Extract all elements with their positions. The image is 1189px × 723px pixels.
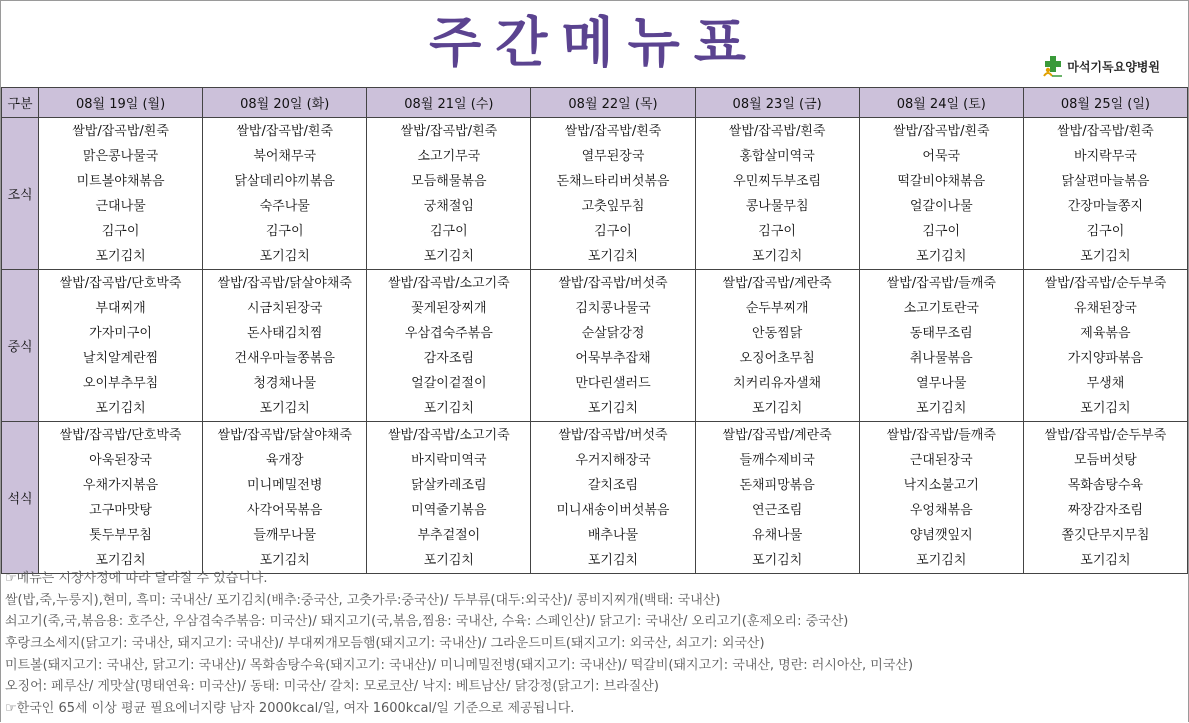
menu-item: 미니메밀전병 bbox=[247, 478, 323, 493]
menu-item: 부추겉절이 bbox=[417, 528, 481, 543]
menu-item: 쌀밥/잡곡밥/닭살야채죽 bbox=[217, 428, 352, 443]
menu-item: 쌀밥/잡곡밥/흰죽 bbox=[892, 124, 990, 139]
menu-item: 가자미구이 bbox=[89, 326, 152, 341]
menu-item: 쌀밥/잡곡밥/버섯죽 bbox=[558, 428, 668, 443]
day-header: 08월 22일 (목) bbox=[531, 88, 695, 118]
menu-item: 쌀밥/잡곡밥/소고기죽 bbox=[387, 276, 510, 291]
day-header: 08월 23일 (금) bbox=[695, 88, 859, 118]
menu-cell bbox=[39, 422, 203, 574]
menu-item: 바지락미역국 bbox=[411, 453, 487, 468]
menu-item: 유채된장국 bbox=[1074, 301, 1137, 316]
note-line: ☞메뉴는 시장사정에 따라 달라질 수 있습니다. bbox=[5, 571, 268, 586]
menu-item: 짜장감자조림 bbox=[1067, 503, 1144, 518]
menu-item: 날치알계란찜 bbox=[82, 351, 159, 366]
menu-item: 연근조림 bbox=[752, 503, 803, 518]
menu-item: 오징어초무침 bbox=[739, 351, 815, 366]
menu-item: 숙주나물 bbox=[259, 199, 310, 214]
menu-item: 김구이 bbox=[594, 224, 632, 239]
menu-cell bbox=[695, 118, 859, 270]
menu-cell bbox=[1023, 118, 1187, 270]
menu-item: 쌀밥/잡곡밥/순두부죽 bbox=[1044, 276, 1167, 291]
menu-item: 청경채나물 bbox=[253, 376, 317, 391]
note-line: 쌀(밥,죽,누룽지),현미, 흑미: 국내산/ 포기김치(배추:중국산, 고춧가루:중국산)/ 두부류(대두:외국산)/ 콩비지찌개(백태: 국내산) bbox=[5, 592, 721, 608]
menu-item: 포기김치 bbox=[752, 249, 803, 264]
day-header-row bbox=[2, 88, 1188, 118]
menu-cell bbox=[203, 270, 367, 422]
corner-label: 구분 bbox=[2, 88, 39, 118]
menu-item: 꽃게된장찌개 bbox=[411, 301, 487, 316]
menu-cell bbox=[39, 270, 203, 422]
menu-item: 만다린샐러드 bbox=[575, 376, 651, 391]
menu-item: 시금치된장국 bbox=[247, 301, 323, 316]
meal-label: 석식 bbox=[2, 422, 39, 574]
meal-row bbox=[2, 422, 1188, 574]
note-line: 오징어: 페루산/ 게맛살(명태연육: 미국산)/ 동태: 미국산/ 갈치: 모로코산/ 낙지: 베트남산/ 닭강정(닭고기: 브라질산) bbox=[5, 679, 659, 695]
menu-item: 닭살편마늘볶음 bbox=[1061, 174, 1150, 189]
menu-item: 쌀밥/잡곡밥/흰죽 bbox=[72, 124, 169, 139]
menu-item: 안동찜닭 bbox=[752, 326, 803, 341]
menu-cell bbox=[531, 118, 695, 270]
note-line: 후랑크소세지(닭고기: 국내산, 돼지고기: 국내산)/ 부대찌개모듬햄(돼지고기: 국내산)/ 그라운드미트(돼지고기: 외국산, 쇠고기: 외국산) bbox=[5, 636, 765, 652]
menu-item: 포기김치 bbox=[259, 249, 310, 264]
menu-item: 쌀밥/잡곡밥/들깨죽 bbox=[886, 276, 996, 291]
menu-item: 포기김치 bbox=[752, 553, 803, 568]
menu-item: 미역줄기볶음 bbox=[411, 503, 487, 518]
menu-cell bbox=[39, 118, 203, 270]
menu-item: 쌀밥/잡곡밥/계란죽 bbox=[722, 276, 832, 291]
menu-cell bbox=[1023, 270, 1187, 422]
menu-item: 쌀밥/잡곡밥/흰죽 bbox=[1057, 124, 1154, 139]
menu-item: 포기김치 bbox=[1080, 249, 1131, 264]
menu-item: 포기김치 bbox=[587, 401, 639, 416]
menu-item: 얼갈이겉절이 bbox=[411, 376, 487, 391]
menu-item: 치커리유자샐채 bbox=[733, 376, 822, 391]
meal-row bbox=[2, 118, 1188, 270]
day-header: 08월 25일 (일) bbox=[1023, 88, 1187, 118]
menu-item: 닭살데리야끼볶음 bbox=[234, 174, 335, 189]
meal-row bbox=[2, 270, 1188, 422]
day-header: 08월 19일 (월) bbox=[39, 88, 203, 118]
menu-item: 포기김치 bbox=[916, 401, 967, 416]
menu-item: 제육볶음 bbox=[1080, 326, 1131, 341]
menu-item: 가지양파볶음 bbox=[1067, 351, 1144, 366]
menu-cell bbox=[695, 270, 859, 422]
menu-item: 쌀밥/잡곡밥/흰죽 bbox=[400, 124, 498, 139]
menu-item: 근대된장국 bbox=[909, 453, 973, 468]
menu-item: 얼갈이나물 bbox=[909, 199, 973, 214]
menu-item: 우채가지볶음 bbox=[82, 478, 159, 493]
menu-cell bbox=[203, 118, 367, 270]
menu-item: 무생채 bbox=[1086, 376, 1125, 391]
menu-item: 쌀밥/잡곡밥/흰죽 bbox=[728, 124, 826, 139]
menu-item: 부대찌개 bbox=[95, 301, 146, 316]
menu-item: 우엉채볶음 bbox=[909, 503, 973, 518]
weekly-menu-table bbox=[1, 87, 1188, 574]
menu-item: 쌀밥/잡곡밥/단호박죽 bbox=[59, 276, 182, 291]
menu-item: 포기김치 bbox=[916, 249, 967, 264]
menu-item: 쌀밥/잡곡밥/계란죽 bbox=[722, 428, 832, 443]
page-title: 주간메뉴표 bbox=[429, 11, 760, 74]
menu-item: 포기김치 bbox=[916, 553, 967, 568]
menu-item: 쌀밥/잡곡밥/소고기죽 bbox=[387, 428, 510, 443]
menu-item: 콩나물무침 bbox=[745, 199, 809, 214]
menu-item: 우삼겹숙주볶음 bbox=[404, 326, 493, 341]
meal-label: 중식 bbox=[2, 270, 39, 422]
menu-item: 낙지소불고기 bbox=[903, 478, 979, 493]
menu-cell bbox=[859, 118, 1023, 270]
menu-cell bbox=[695, 422, 859, 574]
menu-item: 포기김치 bbox=[259, 401, 310, 416]
menu-item: 고춧잎무침 bbox=[581, 199, 645, 214]
menu-item: 갈치조림 bbox=[587, 478, 639, 493]
menu-item: 아욱된장국 bbox=[89, 453, 152, 468]
menu-item: 동태무조림 bbox=[909, 326, 973, 341]
menu-item: 소고기무국 bbox=[417, 149, 481, 164]
note-line: 쇠고기(죽,국,볶음용: 호주산, 우삼겹숙주볶음: 미국산)/ 돼지고기(국,볶음,찜용: 국내산, 수육: 스페인산)/ 닭고기: 국내산/ 오리고기(훈제오리: 중국산) bbox=[5, 614, 849, 630]
menu-item: 쌀밥/잡곡밥/버섯죽 bbox=[558, 276, 668, 291]
menu-item: 유채나물 bbox=[752, 528, 803, 543]
hospital-name: 마석기독요양병원 bbox=[1067, 59, 1160, 74]
menu-item: 김구이 bbox=[758, 224, 796, 239]
menu-item: 포기김치 bbox=[587, 553, 639, 568]
menu-cell bbox=[531, 422, 695, 574]
menu-item: 모듬해물볶음 bbox=[411, 174, 487, 189]
menu-cell bbox=[367, 270, 531, 422]
menu-item: 포기김치 bbox=[423, 401, 474, 416]
menu-item: 쌀밥/잡곡밥/들깨죽 bbox=[886, 428, 996, 443]
menu-cell bbox=[367, 422, 531, 574]
menu-item: 들깨수제비국 bbox=[739, 453, 815, 468]
menu-item: 포기김치 bbox=[423, 553, 474, 568]
menu-item: 돈사태김치찜 bbox=[247, 326, 323, 341]
menu-cell bbox=[367, 118, 531, 270]
menu-item: 포기김치 bbox=[1080, 553, 1131, 568]
menu-item: 양념깻잎지 bbox=[909, 528, 973, 543]
menu-cell bbox=[859, 270, 1023, 422]
menu-item: 포기김치 bbox=[752, 401, 803, 416]
menu-item: 포기김치 bbox=[95, 401, 146, 416]
menu-item: 육개장 bbox=[265, 453, 304, 468]
menu-cell bbox=[859, 422, 1023, 574]
menu-item: 오이부추무침 bbox=[82, 376, 159, 391]
menu-item: 배추나물 bbox=[587, 528, 639, 543]
day-header: 08월 21일 (수) bbox=[367, 88, 531, 118]
menu-item: 쫄깃단무지무침 bbox=[1061, 528, 1150, 543]
notes-section bbox=[5, 568, 1185, 720]
menu-item: 열무된장국 bbox=[581, 149, 645, 164]
menu-item: 돈채피망볶음 bbox=[739, 478, 815, 493]
menu-item: 모듬버섯탕 bbox=[1074, 453, 1137, 468]
menu-item: 어묵국 bbox=[922, 149, 961, 164]
menu-item: 톳두부무침 bbox=[89, 528, 152, 543]
menu-item: 떡갈비야채볶음 bbox=[897, 174, 986, 189]
menu-item: 북어채무국 bbox=[253, 149, 317, 164]
menu-item: 쌀밥/잡곡밥/흰죽 bbox=[564, 124, 662, 139]
menu-item: 돈채느타리버섯볶음 bbox=[556, 174, 670, 189]
menu-item: 김구이 bbox=[101, 224, 140, 239]
menu-item: 간장마늘쫑지 bbox=[1067, 199, 1144, 214]
menu-item: 닭살카레조림 bbox=[411, 478, 487, 493]
menu-item: 쌀밥/잡곡밥/흰죽 bbox=[236, 124, 334, 139]
menu-item: 김치콩나물국 bbox=[575, 301, 651, 316]
menu-item: 소고기토란국 bbox=[903, 301, 979, 316]
menu-item: 포기김치 bbox=[1080, 401, 1131, 416]
menu-item: 미트볼야채볶음 bbox=[76, 174, 165, 189]
hospital-logo bbox=[1042, 53, 1160, 79]
menu-item: 순두부찌개 bbox=[745, 301, 809, 316]
menu-item: 쌀밥/잡곡밥/단호박죽 bbox=[59, 428, 182, 443]
menu-cell bbox=[203, 422, 367, 574]
day-header: 08월 20일 (화) bbox=[203, 88, 367, 118]
cross-figure-icon bbox=[1042, 55, 1064, 77]
menu-item: 취나물볶음 bbox=[909, 351, 973, 366]
day-header: 08월 24일 (토) bbox=[859, 88, 1023, 118]
menu-item: 포기김치 bbox=[423, 249, 474, 264]
menu-item: 김구이 bbox=[265, 224, 304, 239]
menu-item: 김구이 bbox=[1086, 224, 1125, 239]
menu-item: 바지락무국 bbox=[1074, 149, 1137, 164]
menu-item: 고구마맛탕 bbox=[89, 503, 152, 518]
menu-item: 어묵부추잡채 bbox=[575, 351, 651, 366]
note-line: ☞한국인 65세 이상 평균 필요에너지량 남자 2000kcal/일, 여자 1600kcal/일 기준으로 제공됩니다. bbox=[5, 701, 575, 717]
menu-item: 건새우마늘쫑볶음 bbox=[234, 351, 335, 366]
menu-item: 사각어묵볶음 bbox=[247, 503, 323, 518]
menu-item: 포기김치 bbox=[95, 249, 146, 264]
menu-cell bbox=[531, 270, 695, 422]
menu-item: 궁채절임 bbox=[423, 199, 474, 214]
menu-item: 들깨무나물 bbox=[253, 528, 317, 543]
menu-item: 순살닭강정 bbox=[581, 326, 645, 341]
menu-item: 쌀밥/잡곡밥/닭살야채죽 bbox=[217, 276, 352, 291]
menu-item: 홍합살미역국 bbox=[739, 149, 815, 164]
menu-item: 김구이 bbox=[430, 224, 468, 239]
menu-item: 맑은콩나물국 bbox=[82, 149, 159, 164]
menu-item: 열무나물 bbox=[916, 376, 967, 391]
menu-item: 쌀밥/잡곡밥/순두부죽 bbox=[1044, 428, 1167, 443]
menu-item: 우거지해장국 bbox=[575, 453, 651, 468]
menu-item: 포기김치 bbox=[259, 553, 310, 568]
menu-item: 우민찌두부조림 bbox=[733, 174, 822, 189]
menu-item: 근대나물 bbox=[95, 199, 146, 214]
note-line: 미트볼(돼지고기: 국내산, 닭고기: 국내산)/ 목화솜탕수육(돼지고기: 국내산)/ 미니메밀전병(돼지고기: 국내산)/ 떡갈비(돼지고기: 국내산, 명란: 러시아산, 미국산) bbox=[5, 657, 914, 673]
menu-item: 포기김치 bbox=[95, 553, 146, 568]
menu-item: 포기김치 bbox=[587, 249, 639, 264]
menu-item: 목화솜탕수육 bbox=[1067, 478, 1144, 493]
menu-item: 미니새송이버섯볶음 bbox=[556, 503, 670, 518]
menu-cell bbox=[1023, 422, 1187, 574]
menu-item: 김구이 bbox=[922, 224, 961, 239]
meal-label: 조식 bbox=[2, 118, 39, 270]
menu-body bbox=[2, 118, 1188, 574]
menu-item: 감자조림 bbox=[423, 351, 474, 366]
